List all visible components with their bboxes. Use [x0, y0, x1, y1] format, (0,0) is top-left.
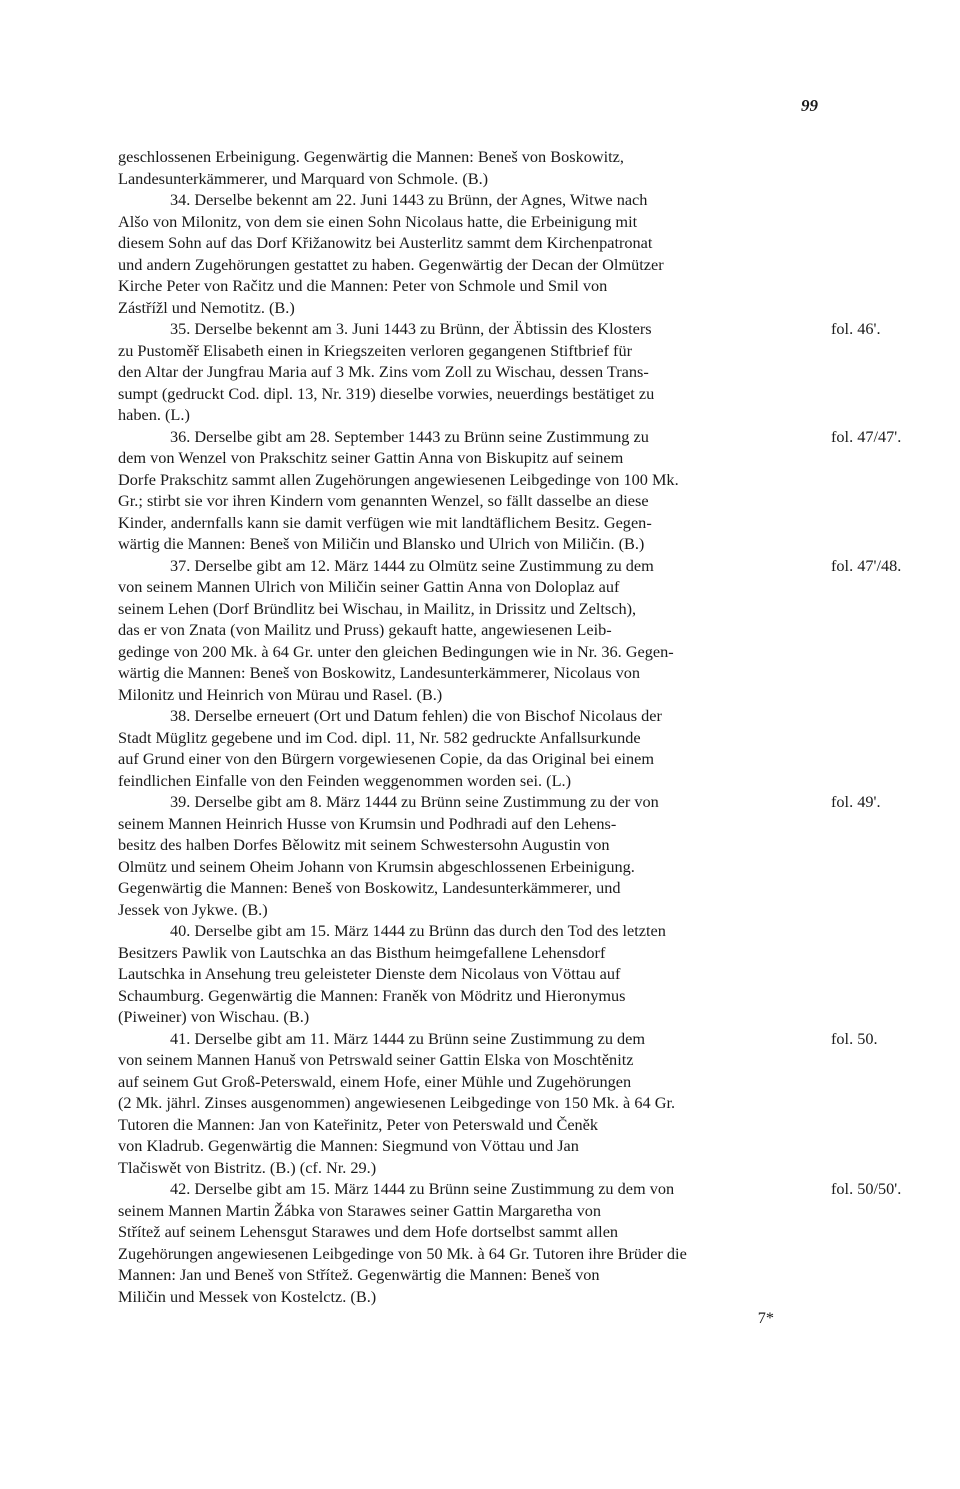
- text-line-content: Lautschka in Ansehung treu geleisteter Dienste dem Nicolaus von Vöttau auf: [118, 964, 621, 983]
- text-line: [118, 1200, 822, 1222]
- text-line-content: 35. Derselbe bekennt am 3. Juni 1443 zu Brünn, der Äbtissin des Klosters: [170, 319, 652, 338]
- folio-margin-note: fol. 50.: [831, 1028, 878, 1048]
- text-line: [118, 1092, 822, 1114]
- text-line: [118, 512, 822, 534]
- page-number: 99: [801, 96, 818, 115]
- text-line-content: wärtig die Mannen: Beneš von Miličin und Blansko und Ulrich von Miličin. (B.): [118, 534, 645, 553]
- text-line: [118, 340, 822, 362]
- text-line-content: Gegenwärtig die Mannen: Beneš von Boskowitz, Landesunterkämmerer, und: [118, 878, 621, 897]
- text-line-content: 36. Derselbe gibt am 28. September 1443 zu Brünn seine Zustimmung zu: [170, 426, 649, 446]
- text-line: [118, 813, 822, 835]
- folio-margin-note: fol. 47'/48.: [831, 555, 902, 575]
- text-line: [118, 447, 822, 469]
- text-line: [118, 899, 822, 921]
- text-line-content: Gr.; stirbt sie vor ihren Kindern vom genannten Wenzel, so fällt dasselbe an diese: [118, 491, 649, 510]
- text-line-content: und andern Zugehörungen gestattet zu haben. Gegenwärtig der Decan der Olmützer: [118, 254, 664, 274]
- text-line-content: geschlossenen Erbeinigung. Gegenwärtig die Mannen: Beneš von Boskowitz,: [118, 147, 624, 166]
- text-line: [118, 1006, 822, 1028]
- text-line: [118, 1243, 822, 1265]
- folio-margin-note: fol. 49'.: [831, 792, 881, 811]
- text-line: [118, 1286, 822, 1308]
- text-line: [118, 920, 822, 942]
- text-line-content: 41. Derselbe gibt am 11. März 1444 zu Brünn seine Zustimmung zu dem: [170, 1028, 646, 1048]
- text-line-content: Zugehörungen angewiesenen Leibgedinge von 50 Mk. à 64 Gr. Tutoren ihre Brüder die: [118, 1243, 687, 1263]
- text-line: [118, 533, 822, 555]
- folio-margin-note: fol. 47/47'.: [831, 426, 902, 446]
- text-line-content: den Altar der Jungfrau Maria auf 3 Mk. Zins vom Zoll zu Wischau, dessen Trans-: [118, 362, 649, 381]
- text-line: [118, 598, 822, 620]
- text-line-content: Kinder, andernfalls kann sie damit verfügen wie mit landtäflichem Besitz. Gegen-: [118, 512, 652, 532]
- folio-margin-note: fol. 50/50'.: [831, 1179, 902, 1198]
- folio-margin-note: fol. 46'.: [831, 319, 881, 338]
- text-line: [118, 254, 822, 276]
- text-line-content: diesem Sohn auf das Dorf Křižanowitz bei Austerlitz sammt dem Kirchenpatronat: [118, 233, 653, 252]
- text-line-content: Schaumburg. Gegenwärtig die Mannen: Franěk von Mödritz und Hieronymus: [118, 985, 626, 1005]
- text-line: [118, 791, 881, 813]
- text-line-content: dem von Wenzel von Prakschitz seiner Gattin Anna von Biskupitz auf seinem: [118, 448, 624, 467]
- text-line: [118, 684, 822, 706]
- text-line-content: Kirche Peter von Račitz und die Mannen: Peter von Schmole und Smil von: [118, 276, 608, 295]
- text-line: [118, 619, 822, 641]
- text-line-content: 40. Derselbe gibt am 15. März 1444 zu Brünn das durch den Tod des letzten: [170, 921, 666, 940]
- text-line-content: von Kladrub. Gegenwärtig die Mannen: Siegmund von Vöttau und Jan: [118, 1136, 579, 1155]
- text-line-content: 34. Derselbe bekennt am 22. Juni 1443 zu Brünn, der Agnes, Witwe nach: [170, 190, 648, 209]
- text-line-content: Tutoren die Mannen: Jan von Kateřinitz, Peter von Peterswald und Čeněk: [118, 1114, 599, 1134]
- text-line-content: Landesunterkämmerer, und Marquard von Schmole. (B.): [118, 168, 489, 188]
- text-line: [118, 1178, 902, 1200]
- text-line: [118, 705, 822, 727]
- text-line: [118, 146, 822, 168]
- text-line: [118, 1157, 822, 1179]
- text-line: [118, 168, 822, 190]
- text-line: [118, 1028, 878, 1050]
- text-line: [118, 275, 822, 297]
- text-line-content: haben. (L.): [118, 405, 190, 424]
- text-line-content: seinem Mannen Martin Žábka von Starawes seiner Gattin Margaretha von: [118, 1200, 602, 1220]
- signature-mark: 7*: [757, 1308, 774, 1327]
- text-line: [118, 641, 822, 663]
- text-line-content: seinem Lehen (Dorf Bründlitz bei Wischau, in Mailitz, in Drissitz und Zeltsch),: [118, 598, 637, 618]
- text-line-content: auf Grund einer von den Bürgern vorgewiesenen Copie, da das Original bei einem: [118, 749, 655, 768]
- text-line: [118, 318, 881, 340]
- text-line-content: Alšo von Milonitz, von dem sie einen Sohn Nicolaus hatte, die Erbeinigung mit: [118, 211, 638, 231]
- text-line-content: Tlačiswět von Bistritz. (B.) (cf. Nr. 29.): [118, 1157, 377, 1177]
- text-line: [118, 942, 822, 964]
- text-line-content: Mannen: Jan und Beneš von Střítež. Gegenwärtig die Mannen: Beneš von: [118, 1265, 600, 1284]
- text-line-content: 39. Derselbe gibt am 8. März 1444 zu Brünn seine Zustimmung zu der von: [170, 792, 659, 811]
- text-line-content: (Piweiner) von Wischau. (B.): [118, 1007, 310, 1026]
- text-line-content: seinem Mannen Heinrich Husse von Krumsin und Podhradi auf den Lehens-: [118, 813, 617, 833]
- text-line: [118, 211, 822, 233]
- text-line: [118, 426, 902, 448]
- text-line-content: gedinge von 200 Mk. à 64 Gr. unter den gleichen Bedingungen wie in Nr. 36. Gegen-: [118, 641, 674, 661]
- text-line: [118, 383, 822, 405]
- text-line: [118, 1114, 822, 1136]
- text-line-content: 42. Derselbe gibt am 15. März 1444 zu Brünn seine Zustimmung zu dem von: [170, 1179, 675, 1198]
- text-line-content: wärtig die Mannen: Beneš von Boskowitz, Landesunterkämmerer, Nicolaus von: [118, 663, 641, 682]
- text-line-content: das er von Znata (von Mailitz und Pruss) gekauft hatte, angewiesenen Leib-: [118, 620, 612, 639]
- page-text: [118, 146, 902, 1329]
- text-line: [118, 404, 822, 426]
- text-line-content: Zástřížl und Nemotitz. (B.): [118, 297, 295, 317]
- text-line-content: besitz des halben Dorfes Bělowitz mit seinem Schwestersohn Augustin von: [118, 835, 610, 854]
- text-line: [118, 361, 822, 383]
- text-line-content: Miličin und Messek von Kostelctz. (B.): [118, 1286, 377, 1306]
- text-line-content: sumpt (gedruckt Cod. dipl. 13, Nr. 319) dieselbe vorwies, neuerdings bestätiget zu: [118, 383, 655, 403]
- text-line-content: Jessek von Jykwe. (B.): [118, 899, 268, 919]
- text-line-content: Dorfe Prakschitz sammt allen Zugehörungen angewiesenen Leibgedinge von 100 Mk.: [118, 469, 679, 489]
- text-line: [118, 856, 822, 878]
- text-line-content: (2 Mk. jährl. Zinses ausgenommen) angewiesenen Leibgedinge von 150 Mk. à 64 Gr.: [118, 1093, 676, 1112]
- text-line: [118, 1135, 822, 1157]
- text-line: [118, 490, 822, 512]
- text-line: [118, 963, 822, 985]
- text-line: [118, 1071, 822, 1093]
- text-line: [118, 189, 822, 211]
- text-line: [118, 1049, 822, 1071]
- text-line: [118, 555, 902, 577]
- text-line-content: feindlichen Einfalle von den Feinden weggenommen worden sei. (L.): [118, 770, 572, 790]
- text-line: [118, 748, 822, 770]
- text-line: [118, 877, 822, 899]
- text-line-content: Stadt Müglitz gegebene und im Cod. dipl. 11, Nr. 582 gedruckte Anfallsurkunde: [118, 727, 641, 747]
- text-line-content: 37. Derselbe gibt am 12. März 1444 zu Olmütz seine Zustimmung zu dem: [170, 555, 654, 575]
- text-line-content: Olmütz und seinem Oheim Johann von Krumsin abgeschlossenen Erbeinigung.: [118, 856, 635, 876]
- text-line: [118, 727, 822, 749]
- text-line-content: von seinem Mannen Ulrich von Miličin seiner Gattin Anna von Doloplaz auf: [118, 577, 620, 596]
- text-line-content: 38. Derselbe erneuert (Ort und Datum fehlen) die von Bischof Nicolaus der: [170, 706, 662, 725]
- text-line: [118, 469, 822, 491]
- text-line-content: auf seinem Gut Groß-Peterswald, einem Hofe, einer Mühle und Zugehörungen: [118, 1071, 632, 1091]
- text-line-content: von seinem Mannen Hanuš von Petrswald seiner Gattin Elska von Moschtěnitz: [118, 1050, 634, 1069]
- text-line: [118, 770, 822, 792]
- text-line-content: Střítež auf seinem Lehensgut Starawes und dem Hofe dortselbst sammt allen: [118, 1222, 619, 1241]
- text-line: [118, 662, 822, 684]
- text-line-content: zu Pustoměř Elisabeth einen in Kriegszeiten verloren gegangenen Stiftbrief für: [118, 340, 633, 360]
- text-line-content: Besitzers Pawlik von Lautschka an das Bisthum heimgefallene Lehensdorf: [118, 942, 606, 962]
- text-line: [118, 576, 822, 598]
- text-line: [118, 985, 822, 1007]
- text-line-content: Milonitz und Heinrich von Mürau und Rasel. (B.): [118, 684, 443, 704]
- text-line: [118, 232, 822, 254]
- text-line: [118, 1264, 822, 1286]
- text-line: [118, 834, 822, 856]
- text-line: [118, 1221, 822, 1243]
- text-line: [118, 297, 822, 319]
